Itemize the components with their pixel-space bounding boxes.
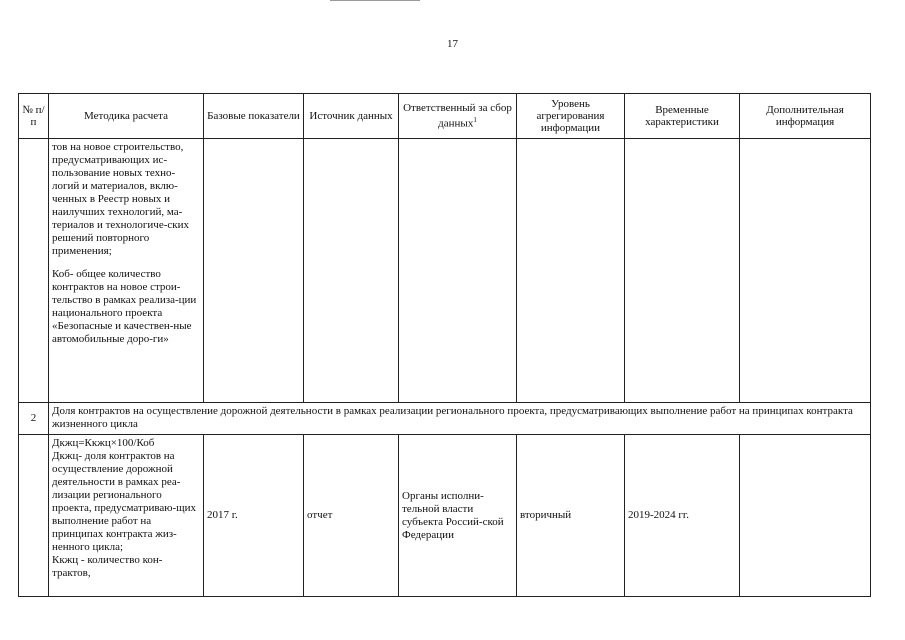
cell-extra-empty [740,139,871,403]
scan-artifact [330,0,420,4]
header-num: № п/п [19,94,49,139]
method-formula: Дкжц=Ккжц×100/Коб Дкжц- доля контрактов на осуществление дорожной деятельности в рамках реа-лизации регионального проекта, предусматриваю-щих выполнение работ на принципах контракта жиз-ненного цикла; Ккжц - количество кон-трактов, [49,435,204,597]
additional-info [740,435,871,597]
header-responsible-label: Ответственный за сбор данных [403,102,512,130]
time-period: 2019-2024 гг. [625,435,740,597]
footnote-mark: 1 [473,116,477,125]
cell-base-empty [204,139,304,403]
cell-num-empty-2 [19,435,49,597]
method-text-part2: Коб- общее количество контрактов на новое строи-тельство в рамках реализа-ции национального проекта «Безопасные и качествен-ные автомобильные доро-ги» [52,268,197,345]
continuation-row [19,139,871,403]
cell-responsible-empty [399,139,517,403]
row-number: 2 [19,403,49,435]
header-method: Методика расчета [49,94,204,139]
cell-level-empty [517,139,625,403]
base-indicator: 2017 г. [204,435,304,597]
page-number: 17 [447,38,458,50]
cell-time-empty [625,139,740,403]
indicator-table [18,93,871,597]
cell-num-empty [19,139,49,403]
header-row [19,94,871,139]
header-base: Базовые показатели [204,94,304,139]
responsible-body: Органы исполни-тельной власти субъекта Россий-ской Федерации [399,435,517,597]
aggregation-level: вторичный [517,435,625,597]
header-level: Уровень агрегирования информации [517,94,625,139]
cell-method-continued [49,139,204,403]
cell-source-empty [304,139,399,403]
indicator-title-row [19,403,871,435]
data-source: отчет [304,435,399,597]
header-responsible [399,94,517,139]
header-source: Источник данных [304,94,399,139]
header-extra: Дополнительная информация [740,94,871,139]
spacer [52,258,200,268]
indicator-title: Доля контрактов на осуществление дорожной деятельности в рамках реализации регионального проекта, предусматривающих выполнение работ на принципах контракта жизненного цикла [49,403,871,435]
header-time: Временные характеристики [625,94,740,139]
indicator-detail-row [19,435,871,597]
method-text-part1: тов на новое строительство, предусматривающих ис-пользование новых техно-логий и материалов, вклю-ченных в Реестр новых и наилучших технологий, ма-териалов и технологиче-ских решений повторного применения; [52,141,189,257]
